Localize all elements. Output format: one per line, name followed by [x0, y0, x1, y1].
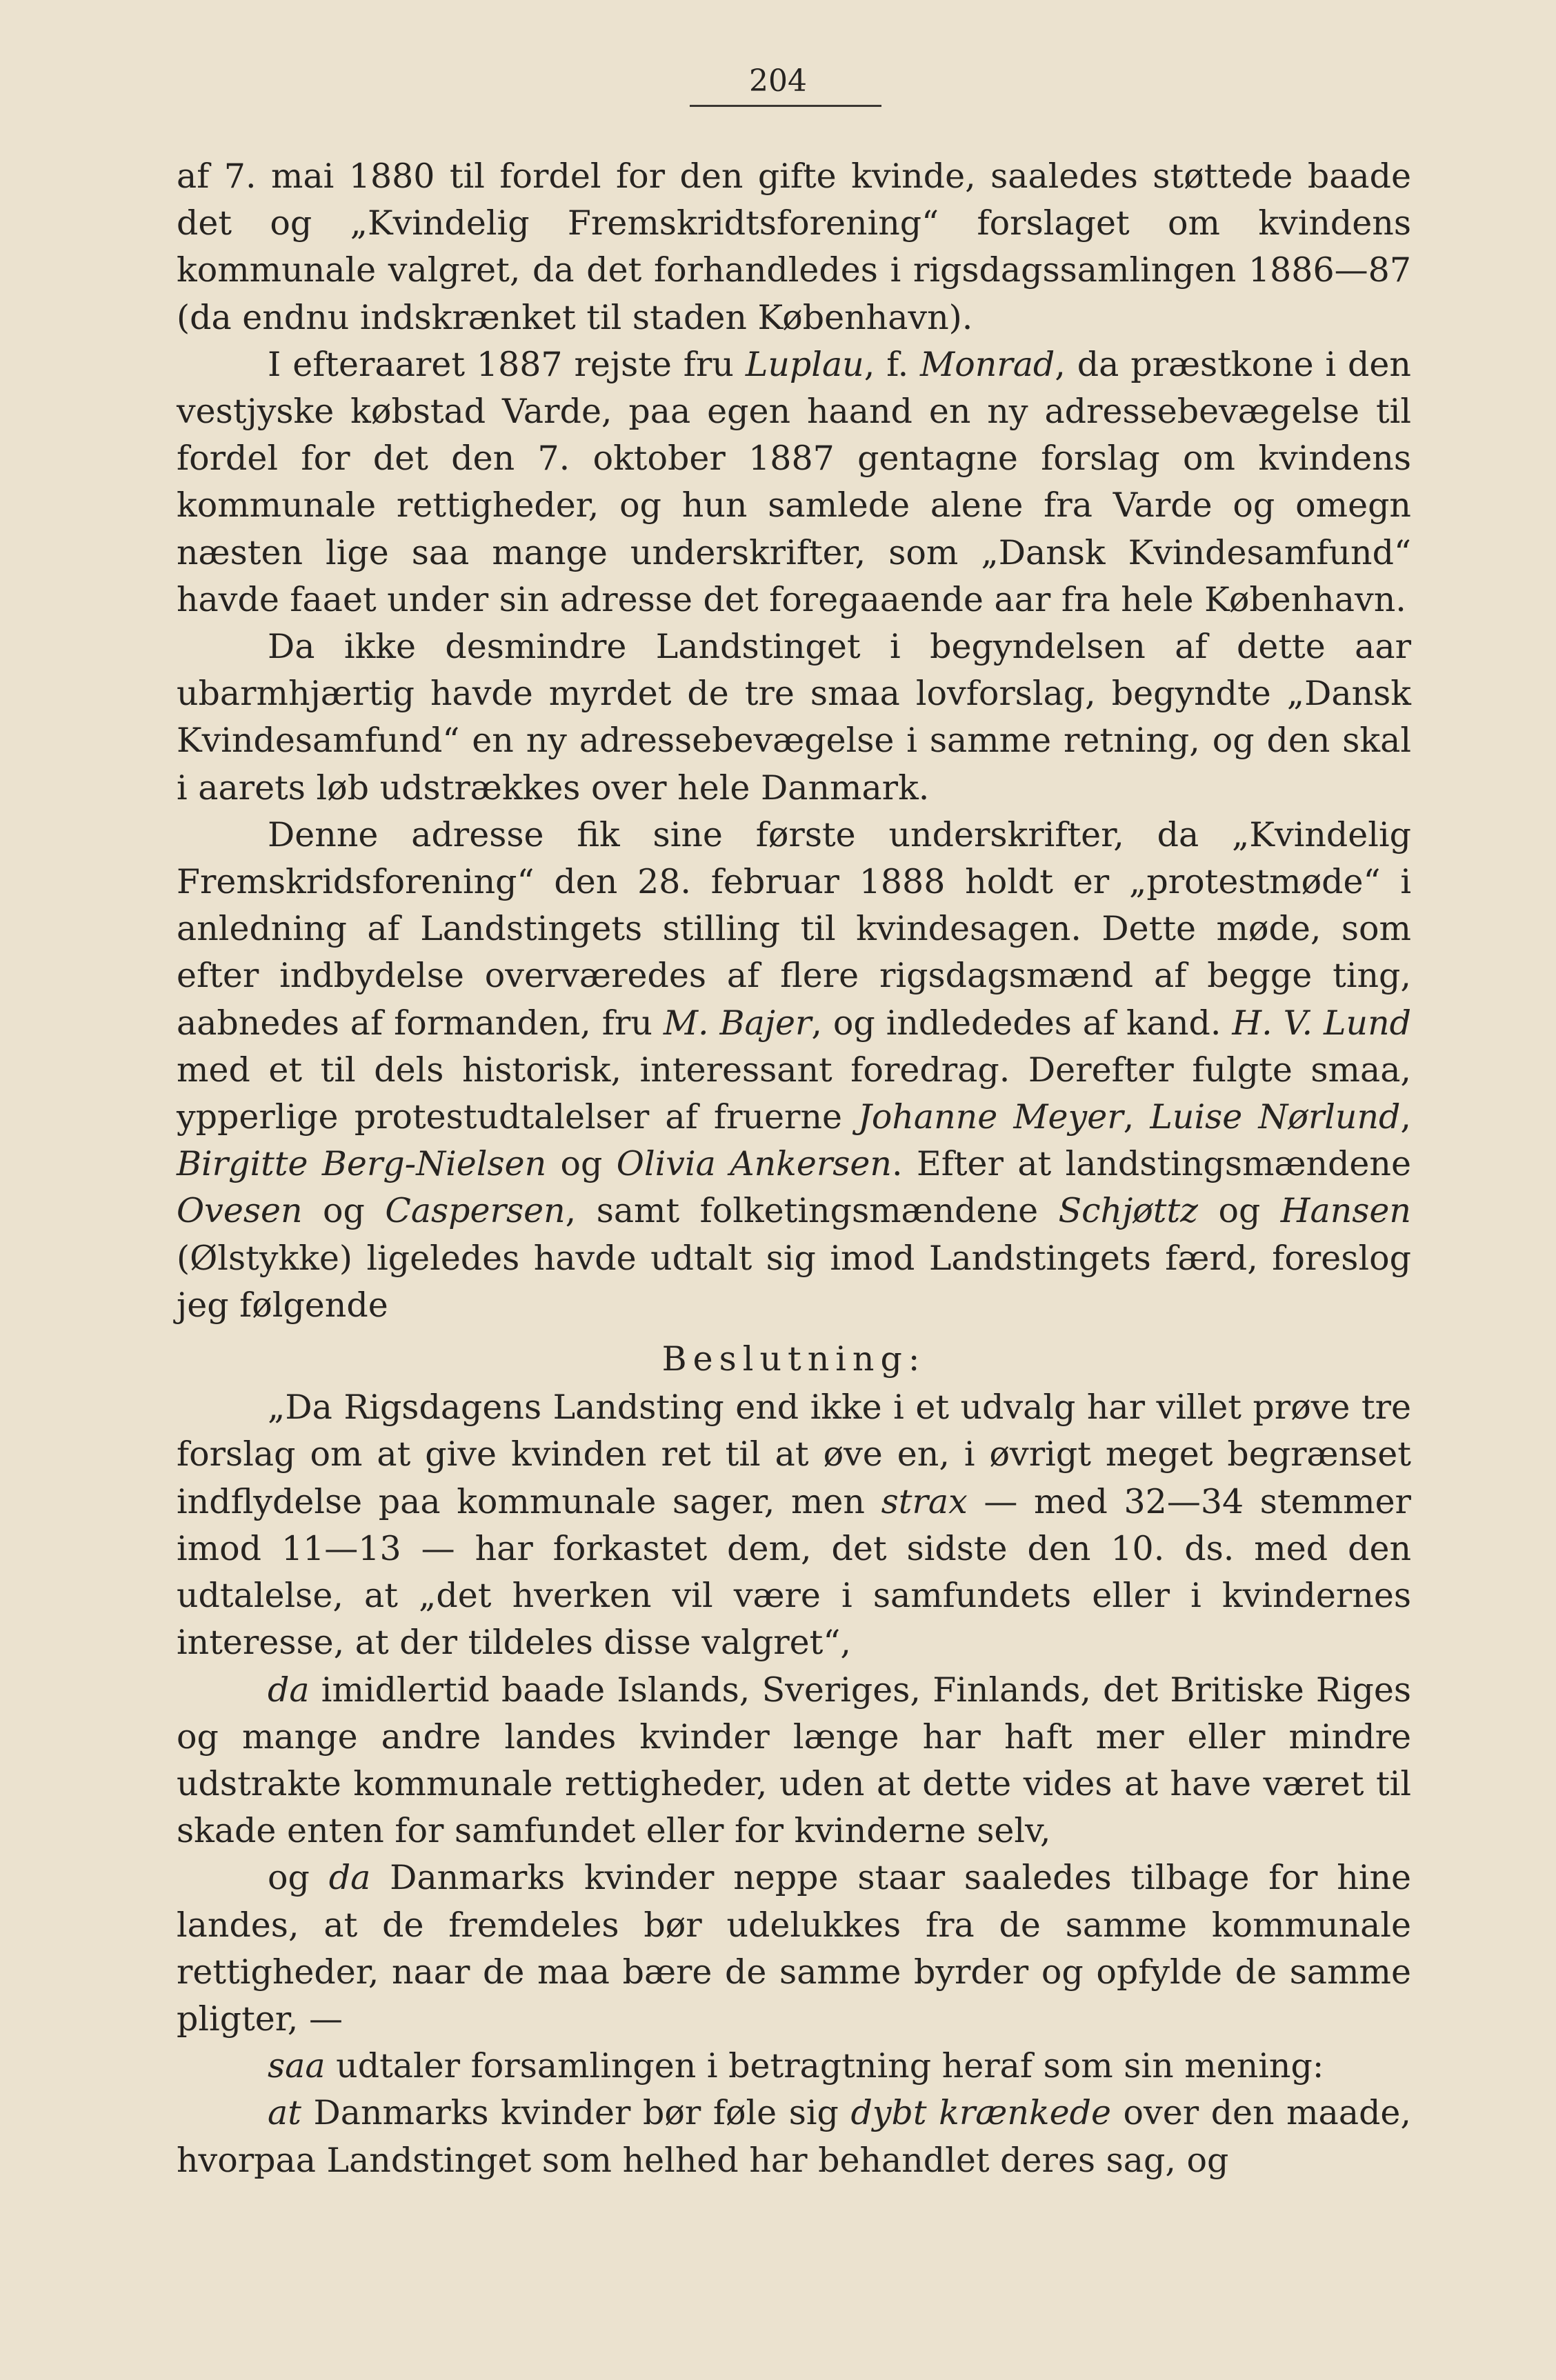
text-span: og — [1198, 1191, 1281, 1231]
text-span: Denne adresse fik sine første underskrifter, da „Kvindelig Fremskridsforening“ den 28. februar 1888 holdt er „protestmøde“ i anledning af Landstingets stilling til kvindesagen. Dette møde, som efter indbydelse overværedes af flere rigsdagsmænd af begge ting, aabnedes af formanden, fru — [177, 814, 1411, 1043]
text-span: , da præstkone i den vestjyske købstad Varde, paa egen haand en ny adressebevægelse til fordel for det den 7. oktober 1887 gentagne forslag om kvindens kommunale rettigheder, og hun samlede alene fra Varde og omegn næsten lige saa mange underskrifter, som „Dansk Kvindesamfund“ havde faaet under sin adresse det foregaaende aar fra hele København. — [177, 344, 1411, 619]
italic-name-span: Schjøttz — [1058, 1191, 1198, 1231]
paragraph-p8 — [177, 2043, 1411, 2090]
text-span: imidlertid baade Islands, Sveriges, Finlands, det Britiske Riges og mange andre landes kvinder længe har haft mer eller mindre udstrakte kommunale rettigheder, uden at dette vides at have været til skade enten for samfundet eller for kvinderne selv, — [177, 1670, 1411, 1851]
page-number: 204 — [749, 63, 807, 99]
italic-name-span: dybt krænkede — [850, 2093, 1111, 2133]
text-span: , f. — [864, 344, 921, 384]
text-span: udtaler forsamlingen i betragtning heraf som sin mening: — [325, 2046, 1324, 2086]
paragraph-p3 — [177, 623, 1411, 812]
text-span: , samt folketingsmændene — [565, 1191, 1059, 1231]
italic-name-span: Ovesen — [177, 1191, 303, 1231]
italic-name-span: Luise Nørlund — [1150, 1097, 1401, 1137]
text-span: Da ikke desmindre Landstinget i begyndelsen af dette aar ubarmhjærtig havde myrdet de tre smaa lovforslag, begyndte „Dansk Kvindesamfund“ en ny adressebevægelse i samme retning, og den skal i aarets løb udstrækkes over hele Danmark. — [177, 627, 1411, 808]
italic-name-span: saa — [268, 2046, 326, 2086]
header-rule — [690, 105, 881, 107]
italic-name-span: Hansen — [1280, 1191, 1411, 1231]
italic-name-span: Monrad — [920, 344, 1055, 384]
italic-name-span: at — [268, 2093, 301, 2133]
text-span: Danmarks kvinder bør føle sig — [301, 2093, 851, 2133]
text-span: Beslutning: — [661, 1339, 926, 1379]
text-span: , og indlededes af kand. — [811, 1003, 1233, 1043]
paragraph-p1 — [177, 153, 1411, 341]
italic-name-span: da — [328, 1858, 371, 1898]
text-span: I efteraaret 1887 rejste fru — [268, 344, 746, 384]
section-heading — [177, 1336, 1411, 1383]
paragraph-p6 — [177, 1667, 1411, 1855]
paragraph-p9 — [177, 2090, 1411, 2183]
text-span: og — [302, 1191, 386, 1231]
paragraph-p4 — [177, 812, 1411, 1329]
text-span: (Ølstykke) ligeledes havde udtalt sig imod Landstingets færd, foreslog jeg følgende — [177, 1238, 1411, 1325]
italic-name-span: Olivia Ankersen — [616, 1144, 892, 1184]
italic-name-span: Birgitte Berg-Nielsen — [177, 1144, 547, 1184]
italic-name-span: M. Bajer — [663, 1003, 812, 1043]
italic-name-span: H. V. Lund — [1232, 1003, 1411, 1043]
paragraph-p2 — [177, 341, 1411, 623]
italic-name-span: strax — [881, 1481, 968, 1521]
text-span: Danmarks kvinder neppe staar saaledes tilbage for hine landes, at de fremdeles bør udelukkes fra de samme kommunale rettigheder, naar de maa bære de samme byrder og opfylde de samme pligter, — — [177, 1858, 1411, 2039]
text-span: med et til dels historisk, interessant foredrag. Derefter fulgte smaa, ypperlige protestudtalelser af fruerne — [177, 1050, 1411, 1137]
text-span: — med 32—34 stemmer imod 11—13 — har forkastet dem, det sidste den 10. ds. med den udtalelse, at „det hverken vil være i samfundets eller i kvindernes interesse, at der tildeles disse valgret“, — [177, 1481, 1411, 1663]
text-span: , — [1123, 1097, 1150, 1137]
paragraph-p7 — [177, 1854, 1411, 2043]
text-span: „Da Rigsdagens Landsting end ikke i et udvalg har villet prøve tre forslag om at give kvinden ret til at øve en, i øvrigt meget begrænset indflydelse paa kommunale sager, men — [177, 1388, 1411, 1521]
text-span: og — [268, 1858, 329, 1898]
body-text — [177, 153, 1411, 2184]
italic-name-span: Caspersen — [385, 1191, 566, 1231]
text-span: og — [546, 1144, 617, 1184]
text-span: . Efter at landstingsmændene — [892, 1144, 1411, 1184]
italic-name-span: Luplau — [745, 344, 864, 384]
text-span: , — [1400, 1097, 1411, 1137]
paragraph-p5 — [177, 1384, 1411, 1666]
italic-name-span: da — [268, 1670, 310, 1710]
text-span: over den maade, hvorpaa Landstinget som helhed har behandlet deres sag, og — [177, 2093, 1412, 2180]
text-span: af 7. mai 1880 til fordel for den gifte kvinde, saaledes støttede baade det og „Kvindelig Fremskridtsforening“ forslaget om kvindens kommunale valgret, da det forhandledes i rigsdagssamlingen 1886—87 (da endnu indskrænket til staden København). — [177, 157, 1411, 337]
italic-name-span: Johanne Meyer — [858, 1097, 1124, 1137]
